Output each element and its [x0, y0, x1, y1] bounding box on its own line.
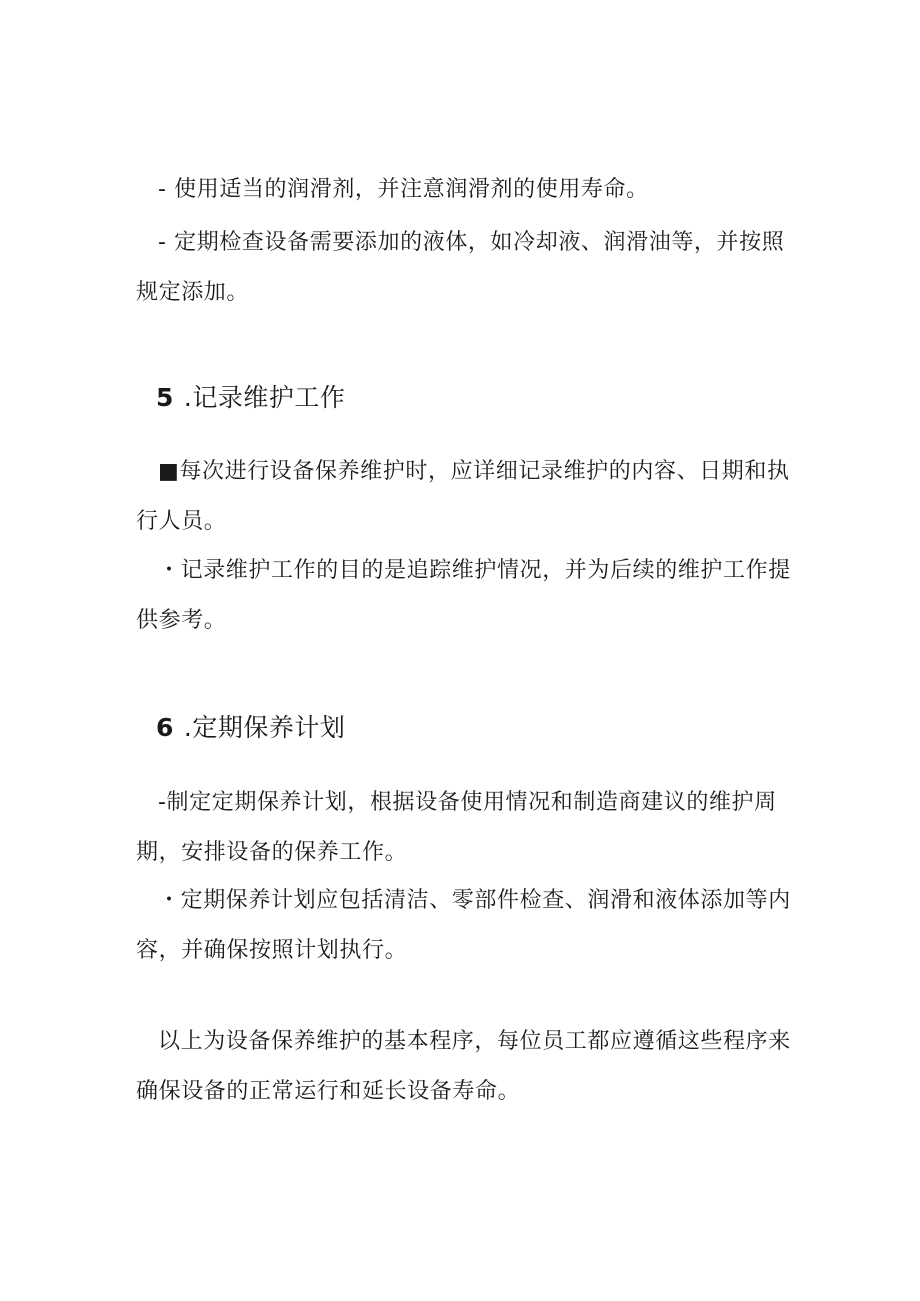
section-5-title: .记录维护工作	[183, 383, 346, 412]
section-6-title: .定期保养计划	[183, 713, 346, 742]
section-5-number: 5	[156, 383, 174, 412]
section-5-item-purpose: ・记录维护工作的目的是追踪维护情况，并为后续的维护工作提供参考。	[136, 558, 791, 633]
intro-item-lubricant: - 使用适当的润滑剂，并注意润滑剂的使用寿命。	[158, 177, 649, 202]
section-6-item-plan: -制定定期保养计划，根据设备使用情况和制造商建议的维护周期，安排设备的保养工作。	[136, 790, 777, 865]
section-6-number: 6	[156, 713, 174, 742]
section-5-heading	[156, 378, 345, 418]
section-6-heading	[156, 708, 345, 748]
intro-item-fluids: - 定期检查设备需要添加的液体，如冷却液、润滑油等，并按照规定添加。	[136, 230, 785, 305]
conclusion-paragraph: 以上为设备保养维护的基本程序，每位员工都应遵循这些程序来确保设备的正常运行和延长设备寿命。	[136, 1029, 791, 1104]
section-5-item-record: ■每次进行设备保养维护时，应详细记录维护的内容、日期和执行人员。	[136, 459, 790, 534]
section-6-item-content: ・定期保养计划应包括清洁、零部件检查、润滑和液体添加等内容，并确保按照计划执行。	[136, 888, 791, 963]
